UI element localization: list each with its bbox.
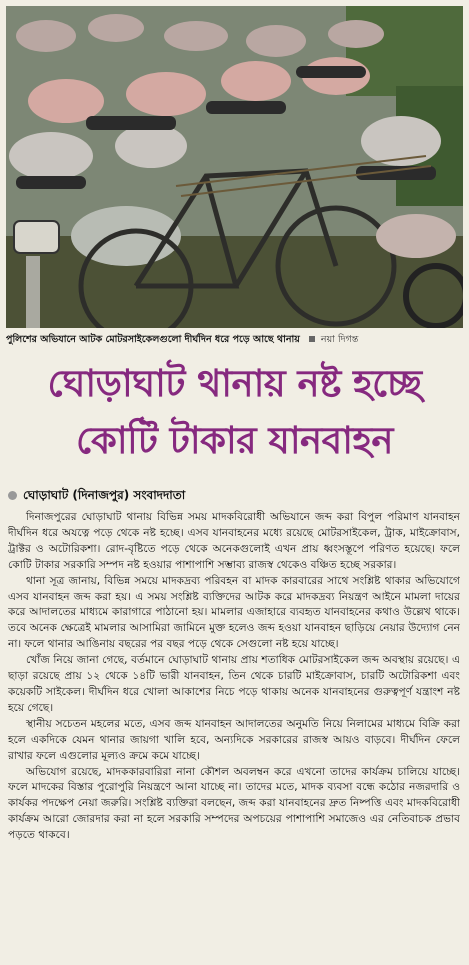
photo-caption [6, 331, 463, 349]
caption-text: পুলিশের অভিযানে আটক মোটরসাইকেলগুলো দীর্ঘদিন ধরে পড়ে আছে থানায় [6, 334, 300, 345]
headline-line-1: ঘোড়াঘাট থানায় নষ্ট হচ্ছে [47, 362, 422, 405]
paragraph: স্থানীয় সচেতন মহলের মতে, এসব জব্দ যানবাহন আদালতের অনুমতি নিয়ে নিলামের মাধ্যমে বিক্রি করা হলে একদিকে যেমন থানার জায়গা খালি হবে, অন্যদিকে সরকারের রাজস্ব আয়ও বাড়বে। দীর্ঘদিন ফেলে রাখার ফলে এগুলোর মূল্যও ক্রমে কমে যাচ্ছে। [8, 717, 460, 762]
byline [8, 486, 185, 504]
paragraph: খোঁজ নিয়ে জানা গেছে, বর্তমানে ঘোড়াঘাট থানায় প্রায় শতাধিক মোটরসাইকেল জব্দ অবস্থায় রয়েছে। এ ছাড়া রয়েছে প্রায় ১২ থেকে ১৪টি ভারী যানবাহন, তিন থেকে চারটি মাইক্রোবাস, চারটি অটোরিকশা এবং কয়েকটি সাইকেল। দীর্ঘদিন ধরে খোলা আকাশের নিচে পড়ে থাকায় অনেক যানবাহনের গুরুত্বপূর্ণ যন্ত্রাংশ নষ্ট হয়ে গেছে। [8, 654, 460, 714]
news-photo-motorcycles [6, 6, 463, 328]
caption-source: নয়া দিগন্ত [320, 334, 359, 345]
byline-text: ঘোড়াঘাট (দিনাজপুর) সংবাদদাতা [23, 488, 186, 502]
paragraph: অভিযোগ রয়েছে, মাদককারবারিরা নানা কৌশল অবলম্বন করে এখনো তাদের কার্যক্রম চালিয়ে যাচ্ছে। ফলে মাদকের বিস্তার পুরোপুরি নিয়ন্ত্রণে আনা যাচ্ছে না। তাদের মতে, মাদক ব্যবসা বন্ধে কঠোর নজরদারি ও কার্যকর পদক্ষেপ নেয়া জরুরি। সংশ্লিষ্ট ব্যক্তিরা বলছেন, জব্দ করা যানবাহনের দ্রুত নিষ্পত্তি এবং মাদকবিরোধী কার্যক্রম আরো জোরদার করা না হলে সরকারি সম্পদের অপচয়ের পাশাপাশি সমাজেও এর নেতিবাচক প্রভাব পড়তে থাকবে। [8, 765, 460, 842]
caption-square-icon [309, 336, 315, 342]
bullet-icon [8, 491, 17, 500]
headline-line-2: কোটি টাকার যানবাহন [76, 419, 393, 462]
article-body [8, 510, 460, 960]
paragraph: দিনাজপুরের ঘোড়াঘাট থানায় বিভিন্ন সময় মাদকবিরোধী অভিযানে জব্দ করা বিপুল পরিমাণ যানবাহন দীর্ঘদিন ধরে অযত্নে পড়ে থেকে নষ্ট হচ্ছে। এসব যানবাহনের মধ্যে রয়েছে মোটরসাইকেল, ট্রাক, মাইক্রোবাস, ট্রাক্টর ও অটোরিকশা। রোদ-বৃষ্টিতে পড়ে থেকে অনেকগুলোই এখন প্রায় ধ্বংসস্তূপে পরিণত হয়েছে। ফলে কোটি টাকার সরকারি সম্পদ নষ্ট হওয়ার পাশাপাশি সম্ভাব্য রাজস্ব থেকেও বঞ্চিত হচ্ছে সরকার। [8, 511, 460, 571]
paragraph: থানা সূত্র জানায়, বিভিন্ন সময়ে মাদকদ্রব্য পরিবহন বা মাদক কারবারের সাথে সংশ্লিষ্ট থাকার অভিযোগে এসব যানবাহন জব্দ করা হয়। এ সময় সংশ্লিষ্ট ব্যক্তিদের আটক করে মাদকদ্রব্য নিয়ন্ত্রণ আইনে মামলা দায়ের করে আদালতের মাধ্যমে কারাগারে পাঠানো হয়। মামলার এজাহারে ব্যবহৃত যানবাহনের কথাও উল্লেখ থাকে। তবে অনেক ক্ষেত্রেই মামলার আসামিরা জামিনে মুক্ত হলেও জব্দ হওয়া যানবাহন ছাড়িয়ে নেয়ার উদ্যোগ নেন না। ফলে থানার আঙিনায় বছরের পর বছর পড়ে থেকে সেগুলো নষ্ট হয়ে যাচ্ছে। [8, 574, 460, 651]
